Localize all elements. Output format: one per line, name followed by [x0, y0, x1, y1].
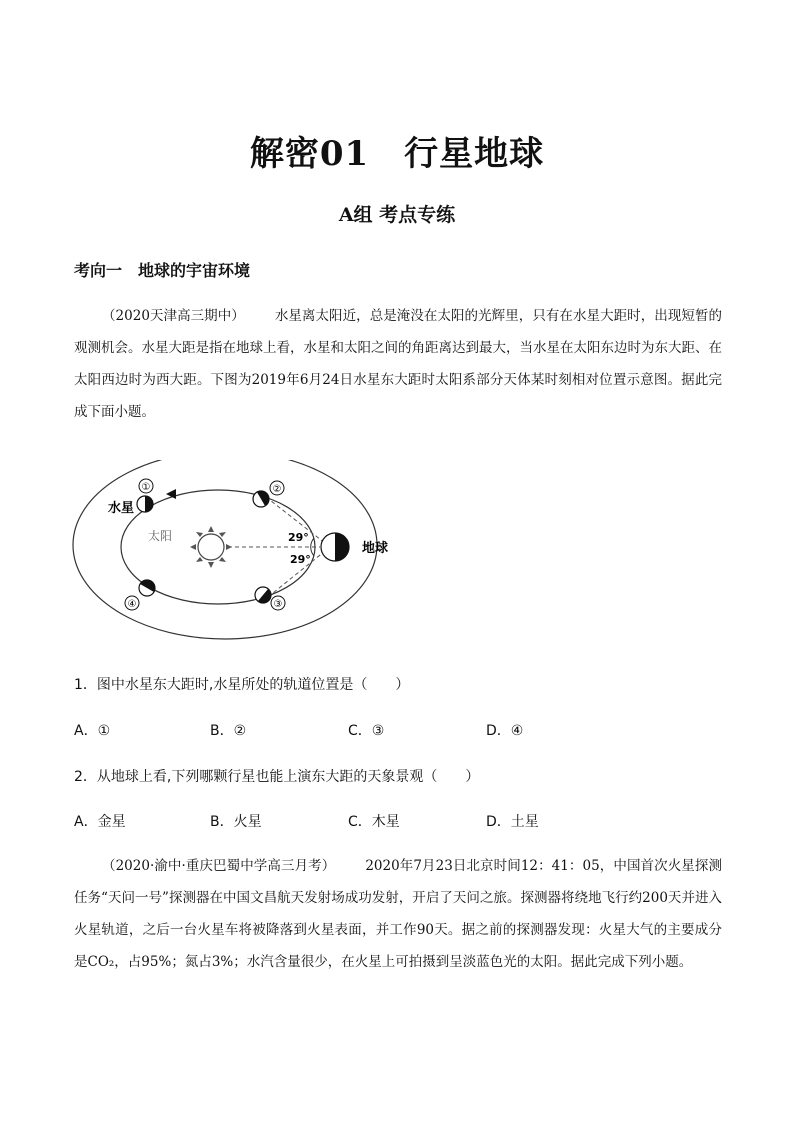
mercury-position-4 — [139, 577, 158, 596]
question-1-option-d[interactable]: D．④ — [486, 723, 524, 739]
question-1-option-c[interactable]: C．③ — [348, 723, 385, 739]
earth-icon — [321, 533, 349, 561]
passage-2-source: （2020·渝中·重庆巴蜀中学高三月考） — [102, 858, 336, 874]
question-2-option-a[interactable]: A．金星 — [74, 814, 126, 830]
mercury-position-1 — [137, 496, 153, 512]
section-heading: 考向一 地球的宇宙环境 — [74, 261, 251, 280]
position-label-3: ③ — [273, 599, 283, 610]
question-1-option-a[interactable]: A．① — [74, 723, 111, 739]
question-2-option-d[interactable]: D．土星 — [486, 814, 539, 830]
question-2-option-b[interactable]: B．火星 — [210, 814, 262, 830]
question-1-option-b[interactable]: B．② — [210, 723, 247, 739]
page-title: 解密01 行星地球 — [249, 134, 545, 174]
angle-top-label: 29° — [288, 531, 309, 544]
passage-1-text: 水星离太阳近，总是淹没在太阳的光辉里，只有在水星大距时，出现短暂的观测机会。水星大距是指在地球上看，水星和太阳之间的角距离达到最大，当水星在太阳东边时为东大距、在太阳西边时为西大距。下图为2019年6月24日水星东大距时太阳系部分天体某时刻相对位置示意图。据此完成下面小题。 — [74, 308, 722, 420]
solar-system-diagram — [68, 460, 398, 650]
sun-icon — [190, 526, 232, 568]
passage-1-source: （2020天津高三期中） — [102, 308, 245, 324]
angle-bottom-label: 29° — [290, 553, 311, 566]
question-1-stem: 1．图中水星东大距时,水星所处的轨道位置是（ ） — [74, 677, 410, 693]
position-label-2: ② — [272, 484, 282, 495]
passage-1 — [74, 300, 722, 428]
earth-label: 地球 — [362, 541, 389, 556]
group-subtitle: A组 考点专练 — [338, 204, 456, 226]
mercury-label: 水星 — [108, 501, 135, 516]
sun-label: 太阳 — [148, 529, 173, 543]
question-2-option-c[interactable]: C．木星 — [348, 814, 400, 830]
question-2-stem: 2．从地球上看,下列哪颗行星也能上演东大距的天象景观（ ） — [74, 769, 480, 785]
passage-2 — [74, 850, 722, 978]
mercury-position-2 — [253, 488, 272, 507]
passage-2-text: 2020年7月23日北京时间12：41：05，中国首次火星探测任务“天问一号”探测器在中国文昌航天发射场成功发射，开启了天问之旅。探测器将绕地飞行约200天并进入火星轨道，之后一台火星车将被降落到火星表面，并工作90天。据之前的探测器发现：火星大气的主要成分是CO₂，占95%；氮占3%；水汽含量很少，在火星上可拍摄到呈淡蓝色光的太阳。据此完成下列小题。 — [74, 858, 722, 970]
position-label-4: ④ — [127, 599, 137, 610]
position-label-1: ① — [141, 482, 151, 493]
